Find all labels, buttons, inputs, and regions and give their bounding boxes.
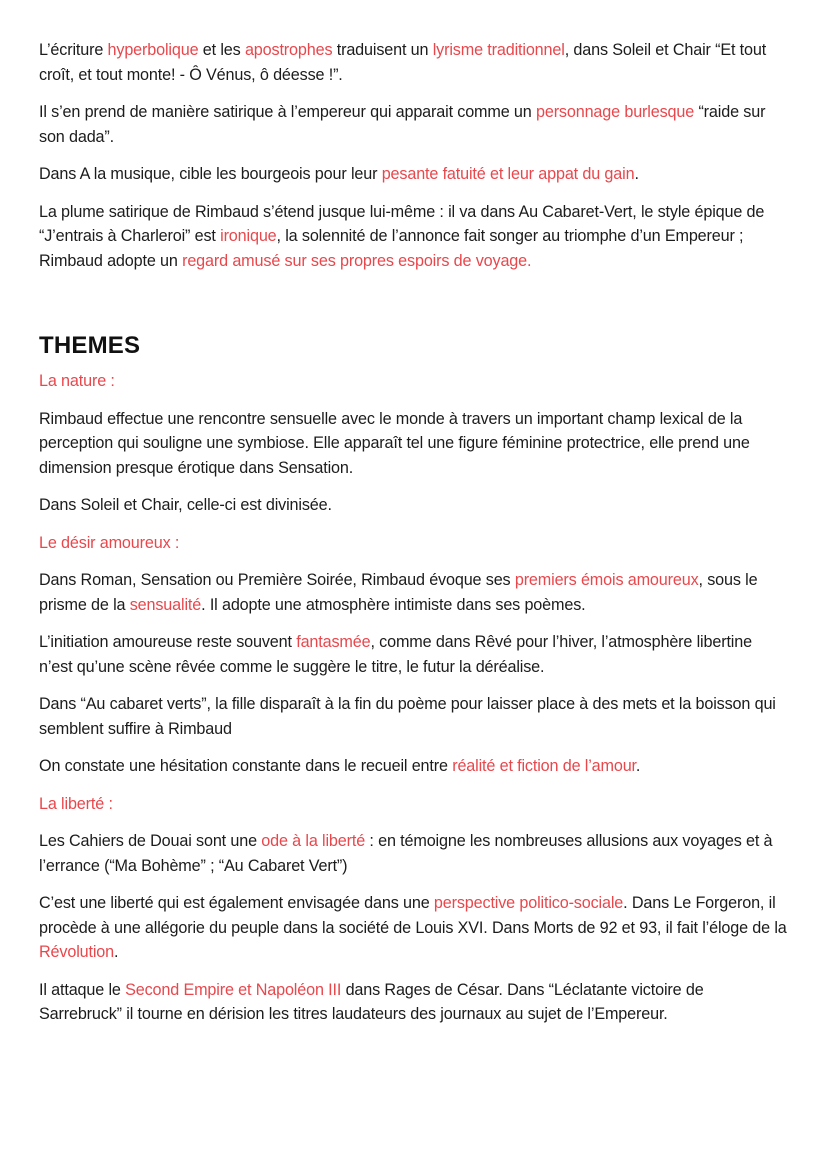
paragraph-desir-4: On constate une hésitation constante dans le recueil entre réalité et fiction de l’amour. (39, 757, 641, 775)
paragraph-desir-1: Dans Roman, Sensation ou Première Soirée, Rimbaud évoque ses premiers émois amoureux, sous le prisme de la sensualité. Il adopte une atmosphère intimiste dans ses poèmes. (39, 571, 758, 614)
paragraph-liberte-2: C’est une liberté qui est également envisagée dans une perspective politico-sociale. Dans Le Forgeron, il procède à une allégorie du peuple dans la société de Louis XVI. Dans Morts de 92 et 93, il fait l’éloge de la Révolution. (39, 894, 787, 961)
subheading-liberte: La liberté : (39, 794, 113, 813)
paragraph-desir-2: L’initiation amoureuse reste souvent fantasmée, comme dans Rêvé pour l’hiver, l’atmosphère libertine n’est qu’une scène rêvée comme le suggère le titre, le futur la déréalise. (39, 633, 752, 676)
paragraph-satire: La plume satirique de Rimbaud s’étend jusque lui-même : il va dans Au Cabaret-Vert, le style épique de “J’entrais à Charleroi” est ironique, la solennité de l’annonce fait songer au triomphe d’un Empereur ; Rimbaud adopte un regard amusé sur ses propres espoirs de voyage. (39, 202, 765, 270)
paragraph-empereur: Il s’en prend de manière satirique à l’empereur qui apparait comme un personnage burlesque “raide sur son dada”. (39, 103, 766, 146)
highlight: sensualité (129, 595, 202, 614)
highlight: pesante fatuité et leur appat du gain (381, 165, 635, 183)
section-title-themes: THEMES (39, 332, 141, 359)
paragraph-desir-3: Dans “Au cabaret verts”, la fille disparaît à la fin du poème pour laisser place à des mets et la boisson qui semblent suffire à Rimbaud (39, 695, 776, 738)
paragraph-liberte-3: Il attaque le Second Empire et Napoléon III dans Rages de César. Dans “Léclatante victoire de Sarrebruck” il tourne en dérision les titres laudateurs des journaux au sujet de l’Empereur. (39, 980, 704, 1023)
highlight: Révolution (39, 943, 114, 961)
paragraph-nature-2: Dans Soleil et Chair, celle-ci est divinisée. (39, 496, 332, 514)
highlight: apostrophes (244, 41, 333, 59)
highlight: regard amusé sur ses propres espoirs de voyage. (182, 251, 532, 270)
highlight: fantasmée (296, 633, 371, 651)
highlight: ode à la liberté (261, 832, 366, 850)
subheading-nature: La nature : (39, 372, 115, 390)
highlight: réalité et fiction de l’amour (452, 757, 636, 775)
highlight: lyrisme traditionnel (432, 41, 565, 59)
paragraph-liberte-1: Les Cahiers de Douai sont une ode à la liberté : en témoigne les nombreuses allusions aux voyages et à l’errance (“Ma Bohème” ; “Au Cabaret Vert”) (39, 832, 773, 875)
paragraph-nature-1: Rimbaud effectue une rencontre sensuelle avec le monde à travers un important champ lexical de la perception qui souligne une symbiose. Elle apparaît tel une figure féminine protectrice, elle prend une dimension presque érotique dans Sensation. (39, 409, 750, 477)
highlight: Second Empire et Napoléon III (125, 980, 342, 999)
highlight: hyperbolique (107, 41, 199, 59)
subheading-desir: Le désir amoureux : (39, 533, 180, 552)
paragraph-lyrisme: L’écriture hyperbolique et les apostrophes traduisent un lyrisme traditionnel, dans Soleil et Chair “Et tout croît, et tout monte! - Ô Vénus, ô déesse !”. (39, 41, 767, 84)
paragraph-bourgeois: Dans A la musique, cible les bourgeois pour leur pesante fatuité et leur appat du gain. (39, 165, 639, 183)
highlight: premiers émois amoureux (514, 571, 699, 589)
highlight: perspective politico-sociale (433, 894, 624, 912)
highlight: ironique (220, 227, 277, 245)
highlight: personnage burlesque (535, 103, 695, 121)
